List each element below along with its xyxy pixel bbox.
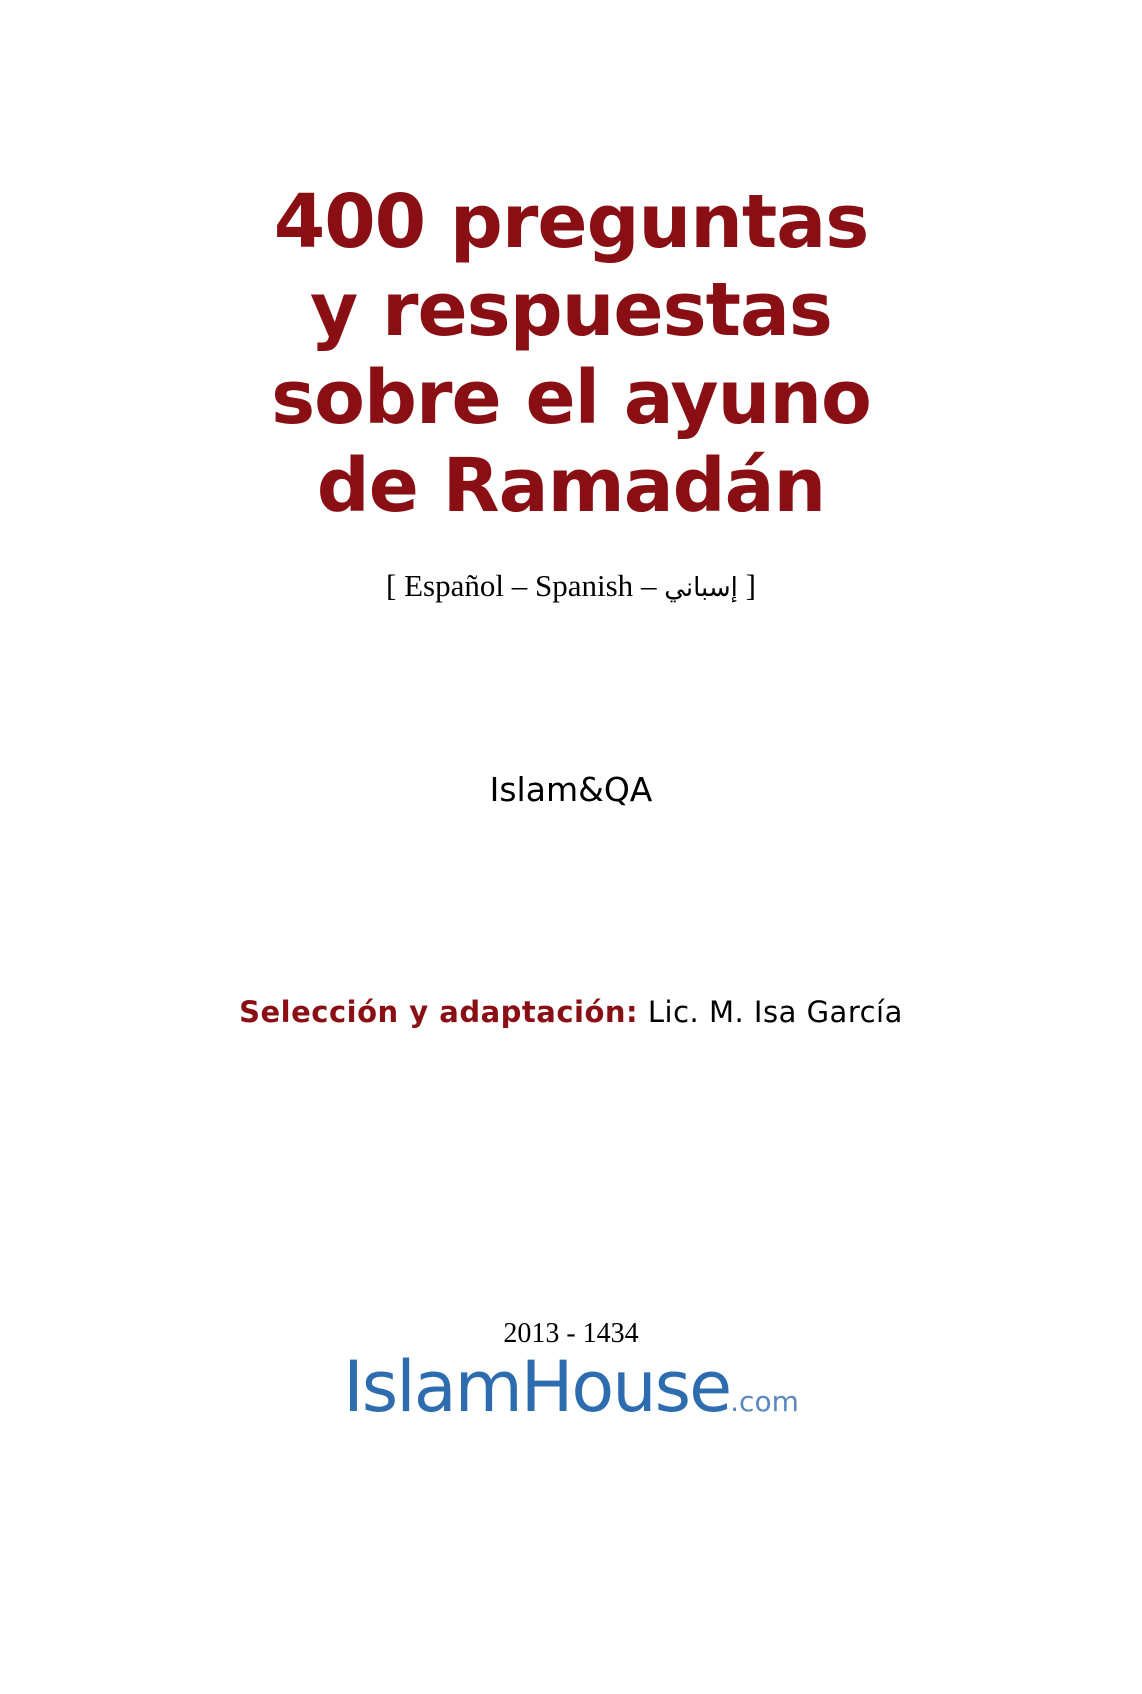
- publisher-name: Islam&QA: [489, 770, 653, 809]
- language-spanish-native: Español: [404, 568, 504, 603]
- title-line-1: 400 preguntas: [273, 179, 869, 265]
- title-line-2: y respuestas: [310, 267, 832, 353]
- language-spanish-arabic: إسباني: [664, 573, 738, 603]
- language-dash-2: –: [640, 568, 657, 603]
- language-open-bracket: [: [386, 568, 397, 603]
- language-close-bracket: ]: [745, 568, 756, 603]
- islamhouse-logo: [0, 1346, 1142, 1428]
- publication-year: 2013 - 1434: [503, 1318, 639, 1349]
- logo-part-house: House: [520, 1346, 731, 1428]
- logo-domain-suffix: .com: [730, 1385, 799, 1418]
- title-line-3: sobre el ayuno: [271, 355, 871, 441]
- language-spanish-english: Spanish: [535, 568, 634, 603]
- page-title: [0, 178, 1142, 530]
- credit-label: Selección y adaptación:: [239, 995, 639, 1029]
- logo-wordmark: [343, 1346, 799, 1428]
- logo-part-islam: Islam: [343, 1346, 521, 1428]
- language-line: [0, 566, 1142, 608]
- credit-author-name: Lic. M. Isa García: [647, 995, 903, 1029]
- author-credit: [0, 995, 1142, 1029]
- title-line-4: de Ramadán: [316, 443, 826, 529]
- language-dash-1: –: [511, 568, 528, 603]
